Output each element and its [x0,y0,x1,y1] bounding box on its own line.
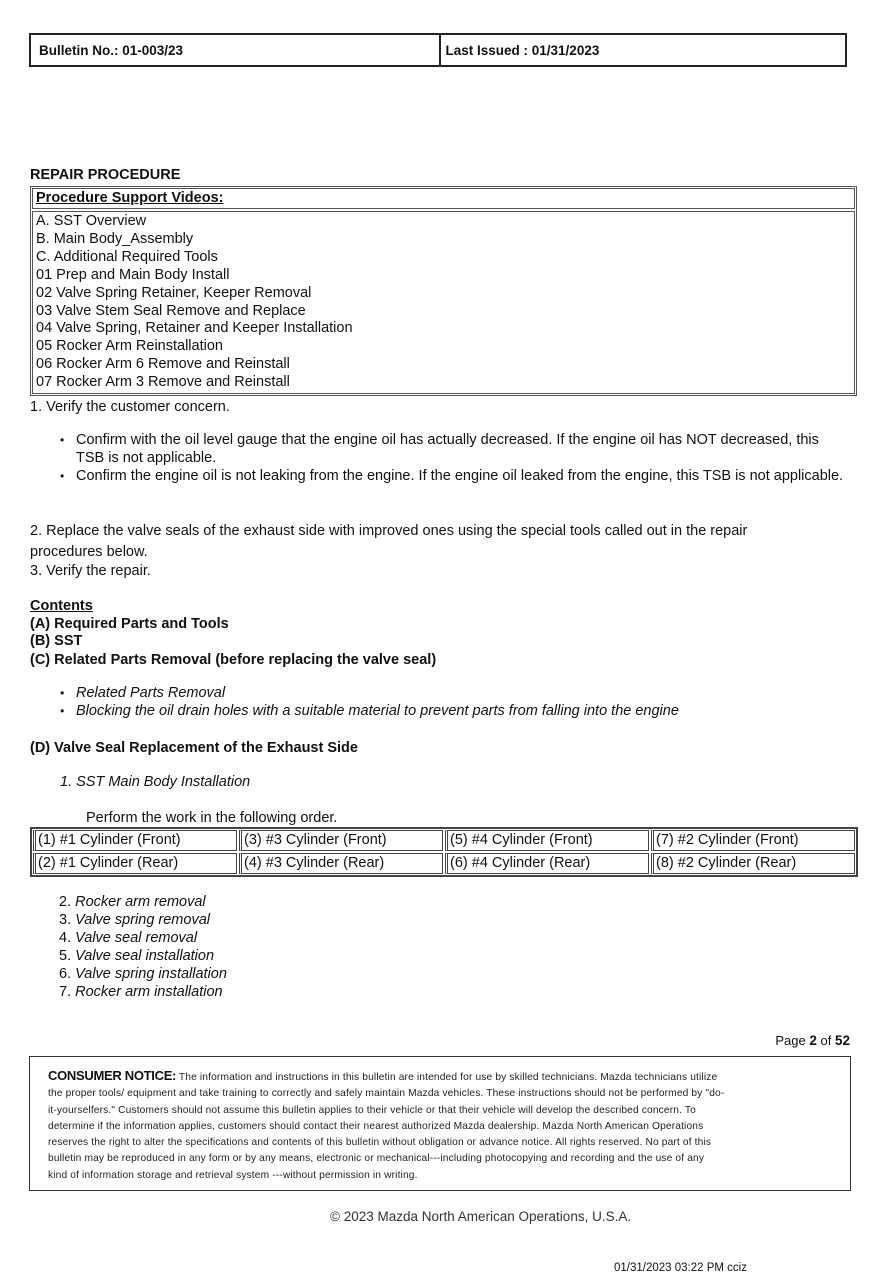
step-1-bullets [60,432,850,486]
bulletin-header [29,33,847,67]
contents-c-bullets [60,685,850,720]
cylinder-cell: (8) #2 Cylinder (Rear) [651,853,855,874]
contents-item-b: (B) SST [30,633,83,649]
cylinder-order-table [30,827,858,877]
bullet-item: • Confirm with the oil level gauge that the engine oil has actually decreased. If the engine oil has NOT decreased, this TSB is not applicable. [60,432,850,467]
cylinder-cell: (2) #1 Cylinder (Rear) [33,853,237,874]
consumer-notice-label: CONSUMER NOTICE: [48,1068,177,1083]
contents-item-c: (C) Related Parts Removal (before replacing the valve seal) [30,652,437,668]
video-link[interactable]: 01 Prep and Main Body Install [36,266,230,283]
support-videos-table [30,186,857,396]
cylinder-cell: (4) #3 Cylinder (Rear) [239,853,443,874]
d-step: 4. Valve seal removal [59,929,198,946]
d-step: 7. Rocker arm installation [59,983,223,1000]
page-number: Page 2 of 52 [775,1033,850,1048]
support-videos-list [32,211,855,394]
last-issued-date: Last Issued : 01/31/2023 [439,35,846,65]
video-link[interactable]: A. SST Overview [36,213,147,229]
cylinder-cell: (6) #4 Cylinder (Rear) [445,853,649,874]
video-link[interactable]: 04 Valve Spring, Retainer and Keeper Installation [36,320,353,337]
step-1: 1. Verify the customer concern. [30,399,230,415]
consumer-notice: CONSUMER NOTICE: The information and instructions in this bulletin are intended for use by skilled technicians. Mazda technicians utilize the proper tools/ equipment and take training to correctly and safely maintain Mazda vehicles. These instructions should not be performed by "do- it-yourselfers." Customers should not assume this bulletin applies to their vehicle or that their vehicle will develop the described concern. To determine if the information applies, customers should contact their nearest authorized Mazda dealership. Mazda North American Operations reserves the right to alter the specifications and contents of this bulletin without obligation or advance notice. All rights reserved. No part of this bulletin may be reproduced in any form or by any means, electronic or mechanical---including photocopying and recording and the use of any kind of information storage and retrieval system ---without permission in writing. [29,1056,851,1191]
support-videos-heading: Procedure Support Videos: [32,188,855,209]
step-2-line-2: procedures below. [30,544,148,560]
order-note: Perform the work in the following order. [86,810,338,826]
step-3: 3. Verify the repair. [30,563,151,579]
contents-item-d: (D) Valve Seal Replacement of the Exhaust Side [30,740,358,756]
bullet-item: • Confirm the engine oil is not leaking from the engine. If the engine oil leaked from the engine, this TSB is not applicable. [60,468,850,486]
contents-item-a: (A) Required Parts and Tools [30,616,229,632]
print-timestamp: 01/31/2023 03:22 PM cciz [614,1262,747,1274]
cylinder-cell: (7) #2 Cylinder (Front) [651,830,855,851]
cylinder-cell: (1) #1 Cylinder (Front) [33,830,237,851]
video-link[interactable]: 06 Rocker Arm 6 Remove and Reinstall [36,356,290,373]
cylinder-cell: (3) #3 Cylinder (Front) [239,830,443,851]
bullet-item: • Related Parts Removal [60,685,850,703]
copyright: © 2023 Mazda North American Operations, U.S.A. [330,1209,632,1224]
video-link[interactable]: 07 Rocker Arm 3 Remove and Reinstall [36,374,290,391]
section-title: REPAIR PROCEDURE [30,167,181,183]
video-link[interactable]: 03 Valve Stem Seal Remove and Replace [36,302,306,319]
bulletin-number: Bulletin No.: 01-003/23 [39,42,184,58]
bullet-item: • Blocking the oil drain holes with a suitable material to prevent parts from falling into the engine [60,703,850,721]
d-steps-list [59,894,227,1001]
contents-heading: Contents [30,598,93,614]
video-link[interactable]: 02 Valve Spring Retainer, Keeper Removal [36,284,312,301]
step-2-line-1: 2. Replace the valve seals of the exhaust side with improved ones using the special tools called out in the repair [30,523,748,539]
video-link[interactable]: B. Main Body_Assembly [36,230,194,247]
d-step-1: 1. SST Main Body Installation [60,774,251,790]
d-step: 6. Valve spring installation [59,965,227,982]
video-link[interactable]: C. Additional Required Tools [36,248,218,265]
d-step: 2. Rocker arm removal [59,894,206,910]
d-step: 5. Valve seal installation [59,947,215,964]
video-link[interactable]: 05 Rocker Arm Reinstallation [36,338,223,355]
cylinder-cell: (5) #4 Cylinder (Front) [445,830,649,851]
d-step: 3. Valve spring removal [59,911,210,928]
